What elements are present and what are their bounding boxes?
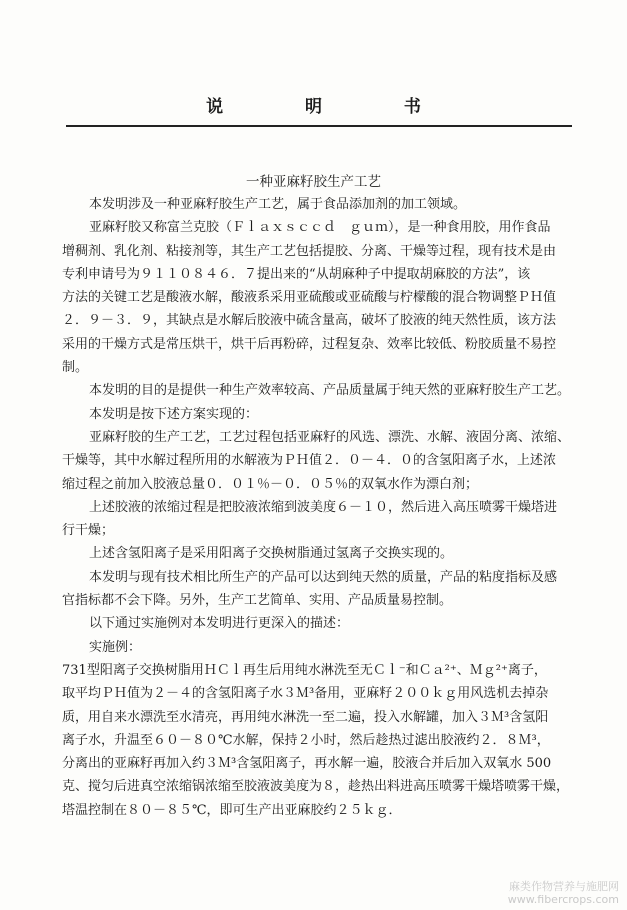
text-line: 取平均ＰＨ值为２－４的含氢阳离子水３Ｍ³备用，亚麻籽２００ｋｇ用风选机去掉杂 <box>62 686 549 702</box>
text-line: 专利申请号为９１１０８４６．７提出来的“从胡麻种子中提取胡麻胶的方法”，该 <box>62 266 531 282</box>
text-line: 上述含氢阳离子是采用阳离子交换树脂通过氢离子交换实现的。 <box>89 546 454 562</box>
text-line: 实施例： <box>89 639 142 655</box>
text-line: ２．９－３．９，其缺点是水解后胶液中硫含量高，破坏了胶液的纯天然性质，该方法 <box>62 313 557 329</box>
text-line: 增稠剂、乳化剂、粘接剂等，其生产工艺包括提胶、分离、干燥等过程，现有技术是由 <box>62 243 557 259</box>
text-line: 以下通过实施例对本发明进行更深入的描述： <box>89 616 350 632</box>
text-line: 克、搅匀后进真空浓缩锅浓缩至胶液波美度为８，趁热出料进高压喷雾干燥塔喷雾干燥， <box>62 779 570 795</box>
text-line: 本发明是按下述方案实现的： <box>89 406 259 422</box>
document-body <box>62 193 582 822</box>
text-line: 分离出的亚麻籽再加入约３Ｍ³含氢阳离子，再水解一遍，胶液合并后加入双氧水 500 <box>62 756 552 772</box>
text-line: 制。 <box>62 360 89 376</box>
watermark-site-name: 麻类作物营养与施肥网 <box>509 880 619 893</box>
text-line: 行干燥； <box>62 523 115 539</box>
text-line: 亚麻籽胶又称富兰克胶（Ｆｌａｘｓｃｃｄ ｇｕｍ），是一种食用胶，用作食品 <box>89 220 551 236</box>
text-line: 塔温控制在８０－８５℃，即可生产出亚麻胶约２５ｋｇ． <box>62 802 402 818</box>
text-line: 方法的关键工艺是酸液水解，酸液系采用亚硫酸或亚硫酸与柠檬酸的混合物调整ＰＨ值 <box>62 290 557 306</box>
text-line: 离子水，升温至６０－８０℃水解，保持２小时，然后趁热过滤出胶液约２．８Ｍ³， <box>62 732 550 748</box>
text-line: 亚麻籽胶的生产工艺，工艺过程包括亚麻籽的风选、漂洗、水解、液固分离、浓缩、 <box>89 429 571 445</box>
invention-title: 一种亚麻籽胶生产工艺 <box>246 174 381 190</box>
text-line: 本发明与现有技术相比所生产的产品可以达到纯天然的质量，产品的粘度指标及感 <box>89 569 558 585</box>
text-line: 本发明的目的是提供一种生产效率较高、产品质量属于纯天然的亚麻籽胶生产工艺。 <box>89 383 571 399</box>
text-line: 干燥等，其中水解过程所用的水解液为ＰＨ值２．０－４．０的含氢阳离子水，上述浓 <box>62 453 557 469</box>
text-line: 质，用自来水漂洗至水清亮，再用纯水淋洗一至二遍，投入水解罐，加入３Ｍ³含氢阳 <box>62 709 549 725</box>
text-line: 上述胶液的浓缩过程是把胶液浓缩到波美度６－１０，然后进入高压喷雾干燥塔进 <box>89 499 558 515</box>
site-watermark <box>508 880 619 906</box>
text-line: 缩过程之前加入胶液总量０．０１％－０．０５％的双氧水作为漂白剂； <box>62 476 479 492</box>
header-rule <box>66 125 572 127</box>
page-header-title: 说 明 书 <box>206 97 459 117</box>
watermark-url: www.fibercrops.com <box>507 893 619 906</box>
text-line: 731型阳离子交换树脂用ＨＣｌ再生后用纯水淋洗至无Ｃｌ⁻和Ｃａ²⁺、Ｍｇ²⁺离子， <box>62 662 547 678</box>
text-line: 采用的干燥方式是常压烘干，烘干后再粉碎，过程复杂、效率比较低、粉胶质量不易控 <box>62 336 557 352</box>
text-line: 官指标都不会下降。另外，生产工艺简单、实用、产品质量易控制。 <box>62 593 453 609</box>
text-line: 本发明涉及一种亚麻籽胶生产工艺，属于食品添加剂的加工领域。 <box>89 197 467 212</box>
